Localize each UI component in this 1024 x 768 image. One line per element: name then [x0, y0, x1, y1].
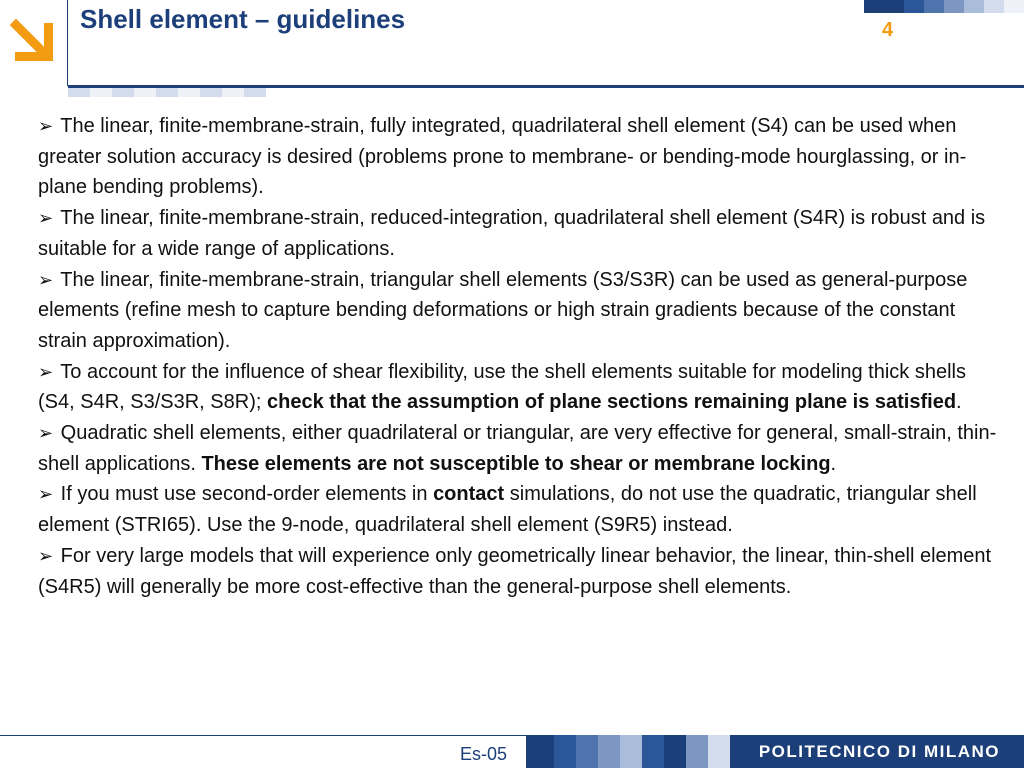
bullet-paragraph [38, 265, 1008, 357]
footer-code: Es-05 [460, 744, 508, 764]
bullet-arrow-icon: ➢ [38, 361, 54, 382]
header-decoration [864, 0, 1024, 13]
bullet-paragraph [38, 357, 1008, 418]
institution-name: POLITECNICO DI MILANO [730, 735, 1024, 768]
body-text: Quadratic shell elements, either quadrilateral or triangular, are very effective for general, small-strain, thin-shell applications. [38, 422, 997, 475]
bullet-paragraph [38, 111, 1008, 203]
bullet-arrow-icon: ➢ [38, 545, 54, 566]
footer-rule [0, 735, 526, 736]
bullet-arrow-icon: ➢ [38, 484, 54, 505]
body-text: . [956, 391, 962, 414]
slide-body [38, 111, 1008, 602]
bullet-arrow-icon: ➢ [38, 116, 54, 136]
body-text: The linear, finite-membrane-strain, reduced-integration, quadrilateral shell element (S4R) is robust and is suitable for a wide range of applications. [38, 207, 986, 260]
body-text: To account for the influence of shear flexibility, use the shell elements suitable for modeling thick shells (S4, S4R, S3/S3R, S8R); [38, 360, 966, 414]
bullet-arrow-icon: ➢ [38, 269, 54, 290]
body-text: . [830, 452, 837, 475]
header-sub-decoration [68, 88, 266, 97]
bullet-arrow-icon: ➢ [38, 423, 54, 444]
logo [0, 0, 68, 86]
bullet-paragraph [38, 418, 1008, 479]
bullet-paragraph [38, 541, 1008, 602]
emphasis-text: check that the assumption of plane sections remaining plane is satisfied [266, 391, 957, 414]
body-text: The linear, finite-membrane-strain, fully integrated, quadrilateral shell element (S4) can be used when greater solution accuracy is desired (problems prone to membrane- or bending-mode hourglassing, or in-plane bending problems). [38, 115, 967, 199]
arrow-down-right-icon [10, 15, 60, 69]
body-text: The linear, finite-membrane-strain, triangular shell elements (S3/S3R) can be used as general-purpose elements (refine mesh to capture bending deformations or high strain gradients because of the constant strain approximation). [38, 268, 968, 352]
body-text: If you must use second-order elements in [55, 483, 434, 506]
bullet-arrow-icon: ➢ [38, 208, 54, 229]
footer-bar [526, 735, 1024, 768]
page-title: Shell element – guidelines [80, 4, 406, 34]
page-number: 4 [882, 19, 894, 41]
bullet-paragraph [38, 479, 1008, 540]
emphasis-text: These elements are not susceptible to shear or membrane locking [201, 452, 831, 475]
emphasis-text: contact [433, 483, 505, 506]
body-text: simulations, do not use the quadratic, triangular shell element (STRI65). Use the 9-node, quadrilateral shell element (S9R5) instead. [38, 483, 977, 537]
body-text: For very large models that will experience only geometrically linear behavior, the linear, thin-shell element (S4R5) will generally be more cost-effective than the general-purpose shell elements. [38, 544, 992, 598]
bullet-paragraph [38, 203, 1008, 264]
